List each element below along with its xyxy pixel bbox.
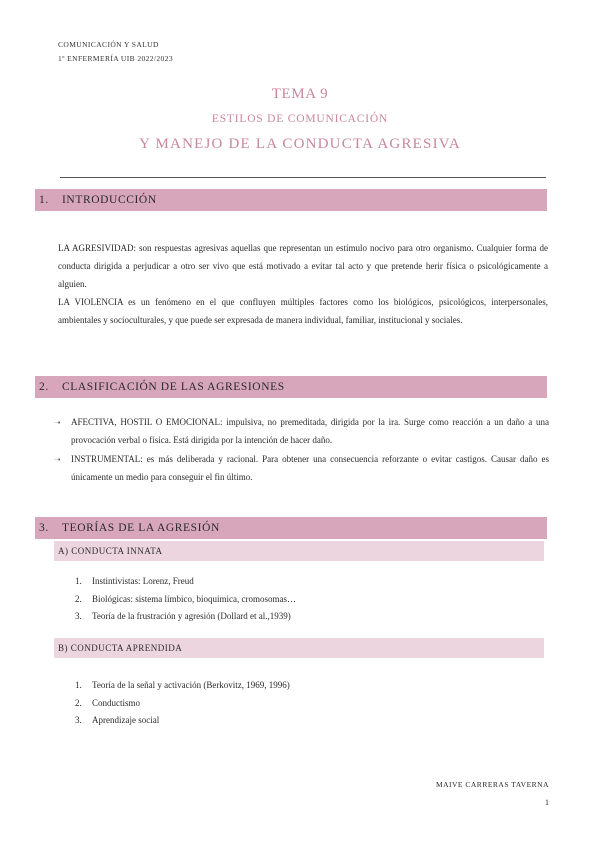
footer-author: MAIVE CARRERAS TAVERNA (435, 780, 549, 789)
list-item (75, 591, 296, 609)
list-item (75, 608, 296, 626)
bullet-item (54, 451, 549, 486)
list-item (75, 695, 290, 713)
paragraph-agresividad: LA AGRESIVIDAD: son respuestas agresivas aquellas que representan un estímulo nocivo para otro organismo. Cualquier forma de conducta dirigida a perjudicar a otro ser vivo que está motivado a evitar tal acto y que pretende herir física o psicológicamente a alguien. (58, 243, 548, 289)
list-text: Teoría de la frustración y agresión (Dollard et al.,1939) (92, 611, 291, 621)
list-item (75, 573, 296, 591)
section-number: 3. (39, 522, 49, 534)
list-number: 2. (75, 697, 82, 708)
section-number: 2. (39, 381, 49, 393)
page-number: 1 (545, 798, 549, 807)
list-number: 3. (75, 611, 82, 621)
list-number: 3. (75, 715, 82, 725)
list-number: 1. (75, 576, 82, 586)
section-title: CLASIFICACIÓN DE LAS AGRESIONES (62, 381, 285, 393)
section-number: 1. (39, 194, 49, 206)
bullet-text: INSTRUMENTAL: es más deliberada y racional. Para obtener una consecuencia reforzante o evitar castigos. Causar daño es únicamente un medio para conseguir el fin último. (71, 454, 549, 482)
bullet-text: AFECTIVA, HOSTIL O EMOCIONAL: impulsiva, no premeditada, dirigida por la ira. Surge como reacción a un daño a una provocación verbal o física. Está dirigida por la intención de hacer daño. (71, 417, 549, 445)
arrow-bullet-icon: ➝ (54, 455, 61, 464)
section-heading-teorias (35, 517, 547, 539)
list-item (75, 677, 290, 695)
list-text: Aprendizaje social (92, 715, 160, 725)
section-title: TEORÍAS DE LA AGRESIÓN (62, 522, 220, 534)
topic-number: TEMA 9 (271, 86, 329, 102)
list-number: 1. (75, 680, 82, 690)
topic-subtitle-2: Y MANEJO DE LA CONDUCTA AGRESIVA (139, 136, 461, 152)
header-course: COMUNICACIÓN Y SALUD (58, 40, 159, 49)
header-year: 1º ENFERMERÍA UIB 2022/2023 (58, 54, 174, 63)
topic-subtitle-1: ESTILOS DE COMUNICACIÓN (211, 113, 389, 125)
list-text: Conductismo (92, 697, 141, 708)
title-divider (60, 177, 546, 178)
numbered-list-innata (75, 573, 296, 626)
list-item (75, 712, 290, 730)
paragraph-violencia: LA VIOLENCIA es un fenómeno en el que confluyen múltiples factores como los biológicos, psicológicos, interpersonales, ambientales y socioculturales, y que puede ser expresada de manera individual, familiar, institucional y sociales. (58, 297, 548, 325)
numbered-list-aprendida (75, 677, 290, 730)
section-title: INTRODUCCIÓN (62, 194, 157, 206)
section-heading-clasificacion (35, 376, 547, 398)
list-text: Biológicas: sistema límbico, bioquímica, cromosomas… (92, 593, 296, 604)
bullet-item (54, 414, 549, 449)
subsection-conducta-aprendida: B) CONDUCTA APRENDIDA (54, 638, 544, 658)
subsection-conducta-innata: A) CONDUCTA INNATA (54, 541, 544, 561)
list-number: 2. (75, 593, 82, 604)
list-text: Teoría de la señal y activación (Berkovitz, 1969, 1996) (92, 680, 290, 690)
section-heading-introduccion (35, 189, 547, 211)
list-text: Instintivistas: Lorenz, Freud (92, 576, 194, 586)
arrow-bullet-icon: ➝ (54, 418, 61, 427)
